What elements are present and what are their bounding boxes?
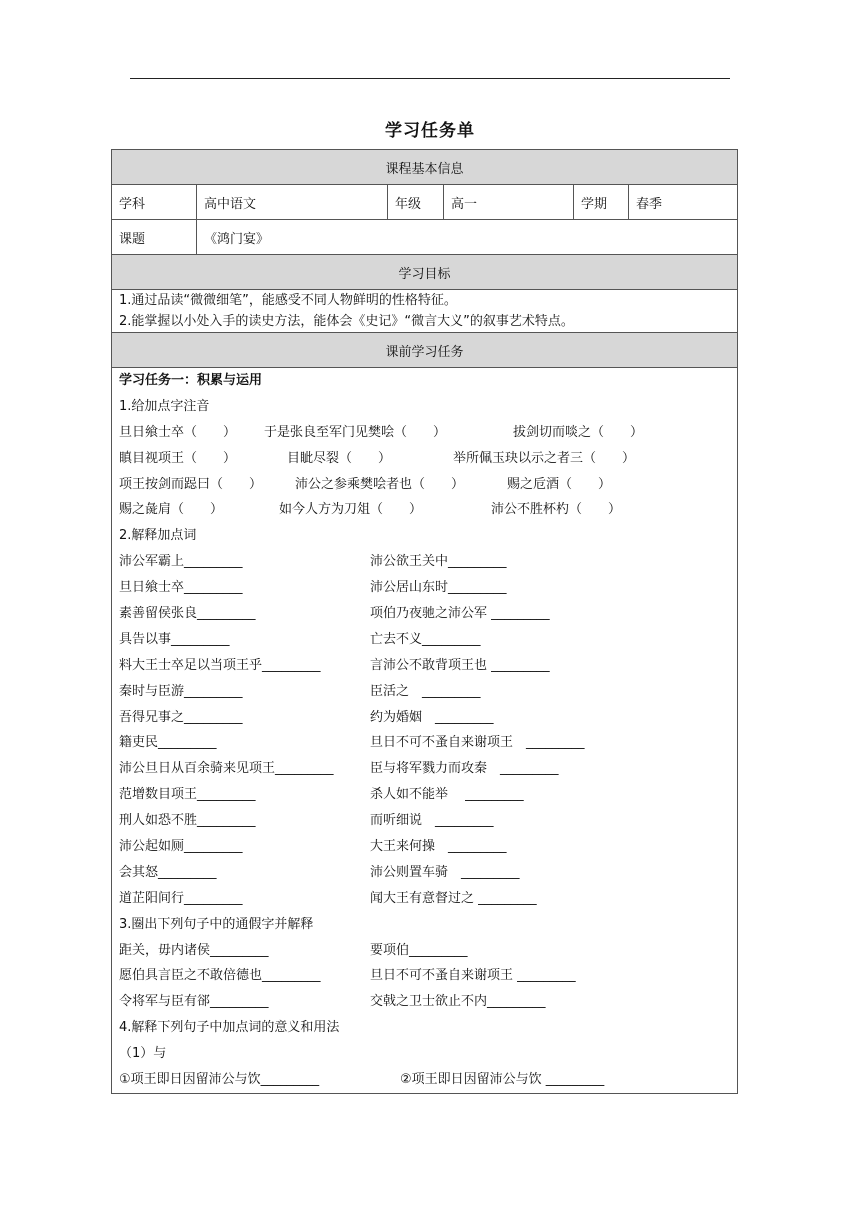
exercise-item: 愿伯具言臣之不敢倍德也_________ xyxy=(119,968,321,984)
task1-title: 学习任务一：积累与运用 xyxy=(119,373,263,388)
section-goals: 学习目标 xyxy=(112,255,738,290)
exercise-item: 具告以事_________ xyxy=(119,631,230,647)
subject-value: 高中语文 xyxy=(197,185,388,220)
exercise-item: 旦日不可不蚤自来谢项王 _________ xyxy=(370,968,576,984)
list-item xyxy=(119,705,730,731)
list-item xyxy=(119,420,730,446)
subject-label: 学科 xyxy=(112,185,197,220)
pinyin-item: 项王按剑而跽曰（ ） xyxy=(119,476,263,492)
exercise-item: 亡去不义_________ xyxy=(370,631,481,647)
part3-list xyxy=(119,938,730,1016)
exercise-item: 沛公军霸上_________ xyxy=(119,554,243,570)
list-item xyxy=(119,627,730,653)
header-rule xyxy=(130,78,730,79)
part1-heading: 1.给加点字注音 xyxy=(119,398,210,414)
exercise-item: 要项伯_________ xyxy=(370,942,468,958)
page-title: 学习任务单 xyxy=(385,121,475,141)
exercise-item: 言沛公不敢背项王也 _________ xyxy=(370,657,550,673)
exercise-item: 臣活之 _________ xyxy=(370,683,481,699)
grade-value: 高一 xyxy=(444,185,574,220)
list-item xyxy=(119,472,730,498)
exercise-item: 会其怒_________ xyxy=(119,864,217,880)
exercise-item: 素善留侯张良_________ xyxy=(119,606,256,622)
exercise-item: 杀人如不能举 _________ xyxy=(370,787,524,803)
exercise-item: 沛公旦日从百余骑来见项王_________ xyxy=(119,761,334,777)
list-item xyxy=(119,963,730,989)
exercise-item: 闻大王有意督过之 _________ xyxy=(370,890,537,906)
tasks-body xyxy=(112,368,738,1094)
pinyin-item: 赐之彘肩（ ） xyxy=(119,502,224,518)
exercise-item: 秦时与臣游_________ xyxy=(119,683,243,699)
list-item xyxy=(119,808,730,834)
exercise-item: 项伯乃夜驰之沛公军 _________ xyxy=(370,606,550,622)
pinyin-item: 旦日飨士卒（ ） xyxy=(119,424,237,440)
goal-item: 2.能掌握以小处入手的读史方法，能体会《史记》“微言大义”的叙事艺术特点。 xyxy=(119,314,574,329)
exercise-item: 刑人如恐不胜_________ xyxy=(119,813,256,829)
exercise-item: 交戟之卫士欲止不内_________ xyxy=(370,994,546,1010)
list-item xyxy=(119,549,730,575)
part4-heading: 4.解释下列句子中加点词的意义和用法 xyxy=(119,1020,340,1036)
task-sheet-table xyxy=(111,149,738,1094)
usage-item: ①项王即日因留沛公与饮_________ xyxy=(119,1072,320,1088)
exercise-item: 道芷阳间行_________ xyxy=(119,890,243,906)
term-label: 学期 xyxy=(574,185,629,220)
list-item xyxy=(119,653,730,679)
section-basic-info: 课程基本信息 xyxy=(112,150,738,185)
pinyin-item: 沛公之参乘樊哙者也（ ） xyxy=(295,476,465,492)
part4-sub-heading: （1）与 xyxy=(119,1046,167,1062)
goal-item: 1.通过品读“微微细笔”，能感受不同人物鲜明的性格特征。 xyxy=(119,293,457,308)
exercise-item: 约为婚姻 _________ xyxy=(370,709,494,725)
pinyin-item: 瞋目视项王（ ） xyxy=(119,450,237,466)
list-item xyxy=(119,834,730,860)
exercise-item: 沛公居山东时_________ xyxy=(370,580,507,596)
pinyin-item: 赐之卮酒（ ） xyxy=(507,476,612,492)
goals-cell xyxy=(112,290,738,333)
exercise-item: 旦日不可不蚤自来谢项王 _________ xyxy=(370,735,585,751)
exercise-item: 而听细说 _________ xyxy=(370,813,494,829)
list-item xyxy=(119,575,730,601)
list-item xyxy=(119,679,730,705)
part3-heading: 3.圈出下列句子中的通假字并解释 xyxy=(119,916,314,932)
term-value: 春季 xyxy=(629,185,738,220)
exercise-item: 籍吏民_________ xyxy=(119,735,217,751)
list-item xyxy=(119,730,730,756)
exercise-item: 吾得兄事之_________ xyxy=(119,709,243,725)
pinyin-item: 拔剑切而啖之（ ） xyxy=(513,424,644,440)
exercise-item: 沛公则置车骑 _________ xyxy=(370,864,520,880)
exercise-item: 范增数目项王_________ xyxy=(119,787,256,803)
section-pre-class-tasks: 课前学习任务 xyxy=(112,333,738,368)
exercise-item: 沛公起如厕_________ xyxy=(119,839,243,855)
exercise-item: 料大王士卒足以当项王乎_________ xyxy=(119,657,321,673)
exercise-item: 距关，毋内诸侯_________ xyxy=(119,942,269,958)
pinyin-item: 沛公不胜杯杓（ ） xyxy=(491,502,622,518)
pinyin-item: 目眦尽裂（ ） xyxy=(287,450,392,466)
list-item xyxy=(119,756,730,782)
list-item xyxy=(119,989,730,1015)
list-item xyxy=(119,938,730,964)
list-item xyxy=(119,782,730,808)
usage-item: ②项王即日因留沛公与饮 _________ xyxy=(400,1072,605,1088)
topic-label: 课题 xyxy=(112,220,197,255)
exercise-item: 臣与将军戮力而攻秦 _________ xyxy=(370,761,559,777)
list-item xyxy=(119,860,730,886)
topic-value: 《鸿门宴》 xyxy=(197,220,738,255)
pinyin-item: 如今人方为刀俎（ ） xyxy=(279,502,423,518)
list-item xyxy=(119,497,730,523)
pinyin-item: 举所佩玉玦以示之者三（ ） xyxy=(453,450,636,466)
list-item xyxy=(119,601,730,627)
list-item xyxy=(119,886,730,912)
exercise-item: 旦日飨士卒_________ xyxy=(119,580,243,596)
grade-label: 年级 xyxy=(388,185,444,220)
exercise-item: 令将军与臣有郤_________ xyxy=(119,994,269,1010)
part2-heading: 2.解释加点词 xyxy=(119,528,197,544)
exercise-item: 大王来何操 _________ xyxy=(370,839,507,855)
part2-list xyxy=(119,549,730,911)
list-item xyxy=(119,1067,730,1093)
exercise-item: 沛公欲王关中_________ xyxy=(370,554,507,570)
pinyin-item: 于是张良至军门见樊哙（ ） xyxy=(264,424,447,440)
list-item xyxy=(119,446,730,472)
